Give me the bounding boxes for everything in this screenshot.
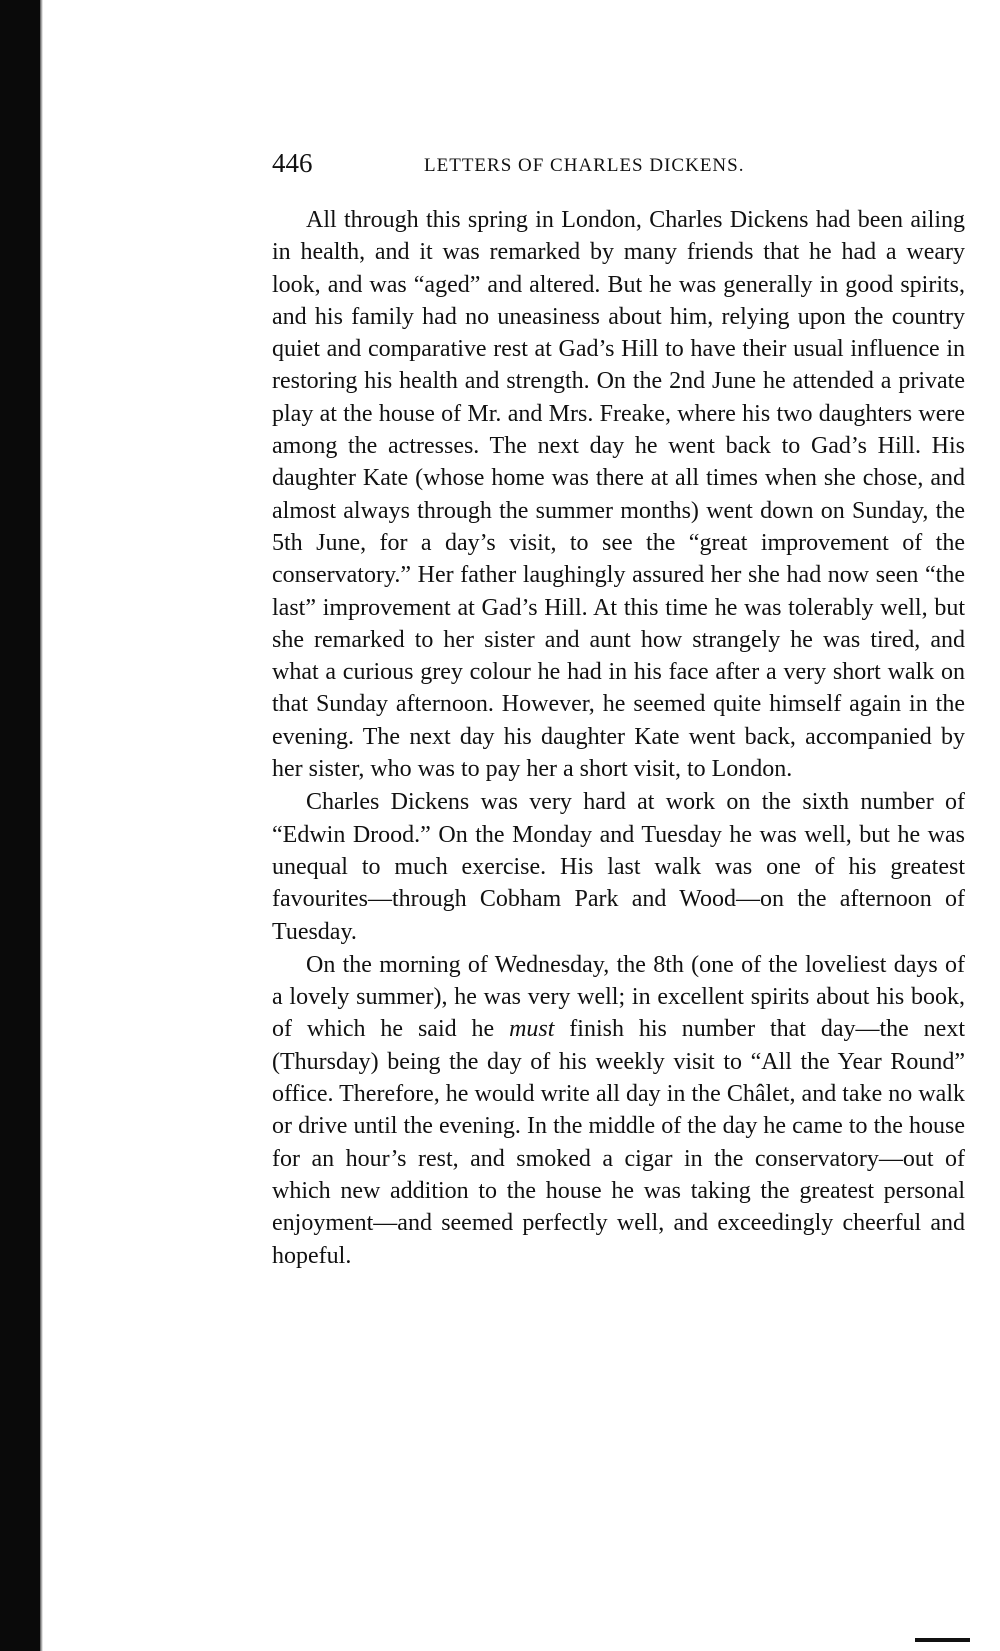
paragraph-3 — [272, 949, 965, 1272]
running-head — [272, 148, 965, 188]
paragraph-3-text-b: finish his number that day—the next (Thursday) being the day of his weekly visit to “All the Year Round” office. Therefore, he would write all day in the Châlet, and take no walk or drive until the evening. In the middle of the day he came to the house for an hour’s rest, and smoked a cigar in the conservatory—out of which new addition to the house he was taking the greatest personal enjoyment—and seemed perfectly well, and exceedingly cheerful and hopeful. — [272, 1016, 966, 1269]
paragraph-3-text-a: On the morning of Wednesday, the 8th (one of the loveliest days of a lovely summer), he was very well; in excellent spirits about his book, of which he said he — [272, 951, 965, 1043]
paragraph-1: All through this spring in London, Charles Dickens had been ailing in health, and it was remarked by many friends that he had a weary look, and was “aged” and altered. But he was generally in good spirits, and his family had no uneasiness about him, relying upon the country quiet and comparative rest at Gad’s Hill to have their usual influence in restoring his health and strength. On the 2nd June he attended a private play at the house of Mr. and Mrs. Freake, where his two daughters were among the actresses. The next day he went back to Gad’s Hill. His daughter Kate (whose home was there at all times when she chose, and almost always through the summer months) went down on Sunday, the 5th June, for a day’s visit, to see the “great improvement of the conservatory.” Her father laughingly assured her she had now seen “the last” improvement at Gad’s Hill. At this time he was tolerably well, but she remarked to her sister and aunt how strangely he was tired, and what a curious grey colour he had in his face after a very short walk on that Sunday afternoon. However, he seemed quite himself again in the evening. The next day his daughter Kate went back, accompanied by her sister, who was to pay her a short visit, to London. — [272, 207, 965, 783]
book-page — [272, 148, 965, 1272]
paragraph-2: Charles Dickens was very hard at work on the sixth number of “Edwin Drood.” On the Monday and Tuesday he was well, but he was unequal to much exercise. His last walk was one of his greatest favourites—through Cobham Park and Wood—on the afternoon of Tuesday. — [272, 789, 965, 945]
bottom-corner-mark — [915, 1638, 970, 1642]
paragraph-3-emphasis: must — [509, 1016, 555, 1043]
spine-edge-gradient — [40, 0, 43, 1651]
book-spine-shadow — [0, 0, 40, 1651]
running-title: LETTERS OF CHARLES DICKENS. — [424, 155, 745, 176]
page-number: 446 — [272, 148, 313, 178]
